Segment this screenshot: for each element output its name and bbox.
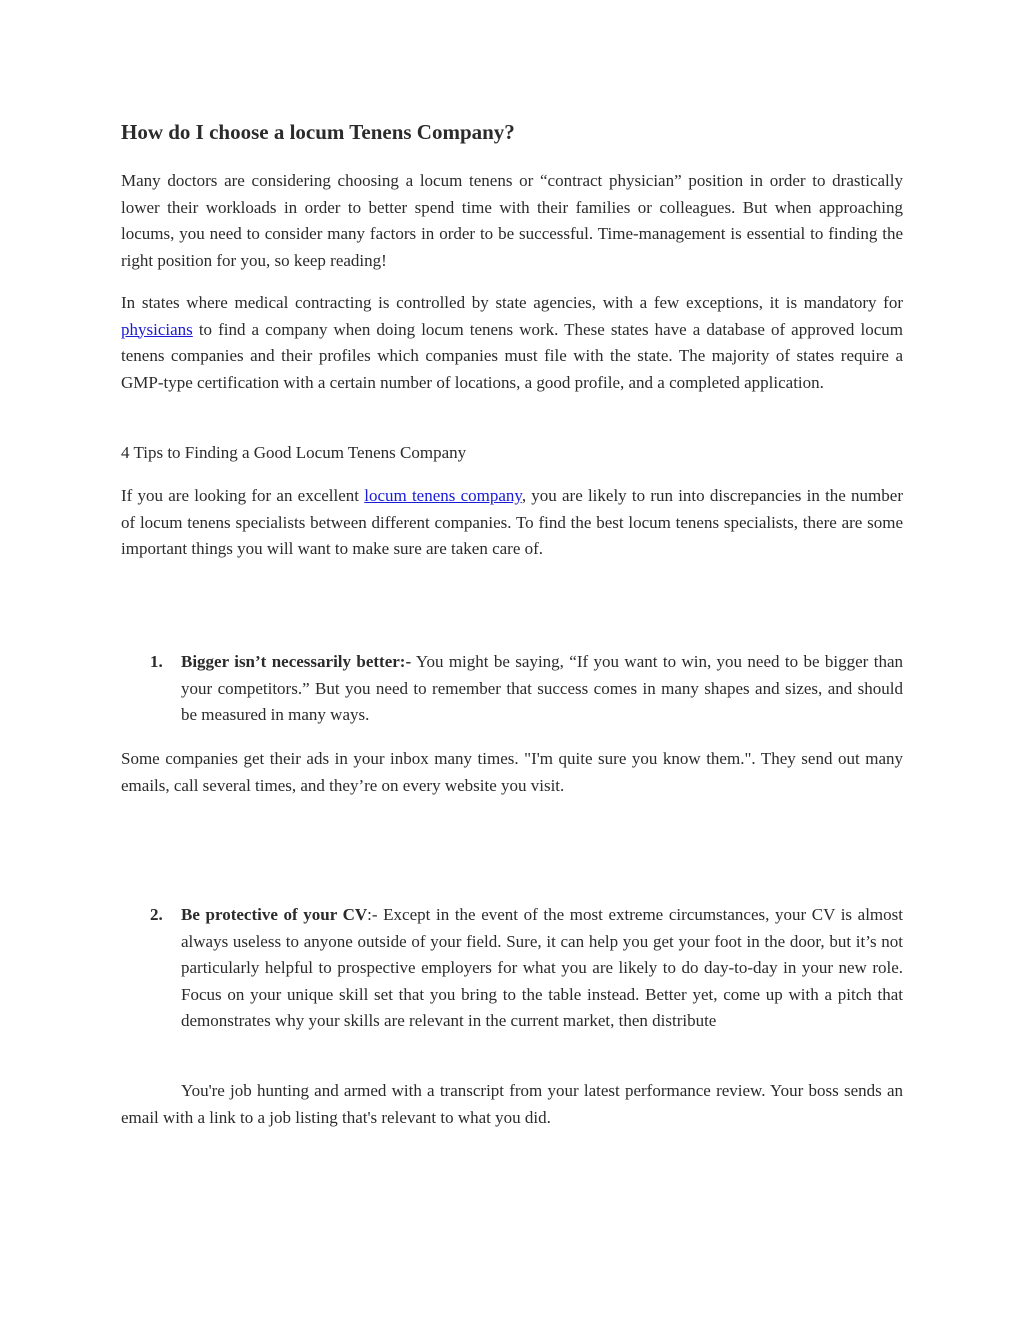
tip-title: Bigger isn’t necessarily better:- — [181, 652, 412, 671]
states-paragraph — [121, 290, 903, 396]
locum-tenens-company-link[interactable]: locum tenens company — [364, 486, 522, 505]
ads-paragraph: Some companies get their ads in your inbox many times. "I'm quite sure you know them.". They send out many emails, call several times, and they’re on every website you visit. — [121, 749, 903, 795]
tip-text: You might be saying, “If you want to win, you need to be bigger than your competitors.” But you need to remember that success comes in many shapes and sizes, and should be measured in many ways. — [181, 652, 903, 724]
tips-subheading: 4 Tips to Finding a Good Locum Tenens Company — [121, 443, 467, 462]
physicians-link[interactable]: physicians — [121, 319, 193, 339]
states-text-before: In states where medical contracting is controlled by state agencies, with a few exceptions, it is mandatory for — [121, 293, 903, 312]
intro-paragraph: Many doctors are considering choosing a locum tenens or “contract physician” position in order to drastically lower their workloads in order to better spend time with their families or colleagues. But when approaching locums, you need to consider many factors in order to be successful. Time-management is essential to finding the right position for you, so keep reading! — [121, 171, 903, 270]
company-text-after: , you are likely to run into discrepancies in the number of locum tenens specialists between different companies. To find the best locum tenens specialists, there are some important things you will want to make sure are taken care of. — [121, 486, 903, 558]
company-paragraph — [121, 483, 903, 563]
company-text-before: If you are looking for an excellent — [121, 486, 365, 505]
list-number: 2. — [150, 905, 163, 924]
states-text-after: to find a company when doing locum tenens work. These states have a database of approved locum tenens companies and their profiles which companies must file with the state. The majority of states require a GMP-type certification with a certain number of locations, a good profile, and a completed application. — [121, 319, 903, 392]
list-item — [121, 649, 903, 729]
list-item — [121, 902, 903, 1035]
page-title: How do I choose a locum Tenens Company? — [121, 120, 515, 144]
tip-text: :- Except in the event of the most extreme circumstances, your CV is almost always useless to anyone outside of your field. Sure, it can help you get your foot in the door, but it’s not particularly helpful to prospective employers for what you are likely to do day-to-day in your new role. Focus on your unique skill set that you bring to the table instead. Better yet, come up with a pitch that demonstrates why your skills are relevant in the current market, then distribute — [181, 905, 903, 1030]
tip-title: Be protective of your CV — [181, 905, 368, 924]
job-hunting-paragraph: You're job hunting and armed with a transcript from your latest performance review. Your boss sends an email with a link to a job listing that's relevant to what you did. — [121, 1081, 903, 1127]
list-number: 1. — [150, 652, 163, 671]
